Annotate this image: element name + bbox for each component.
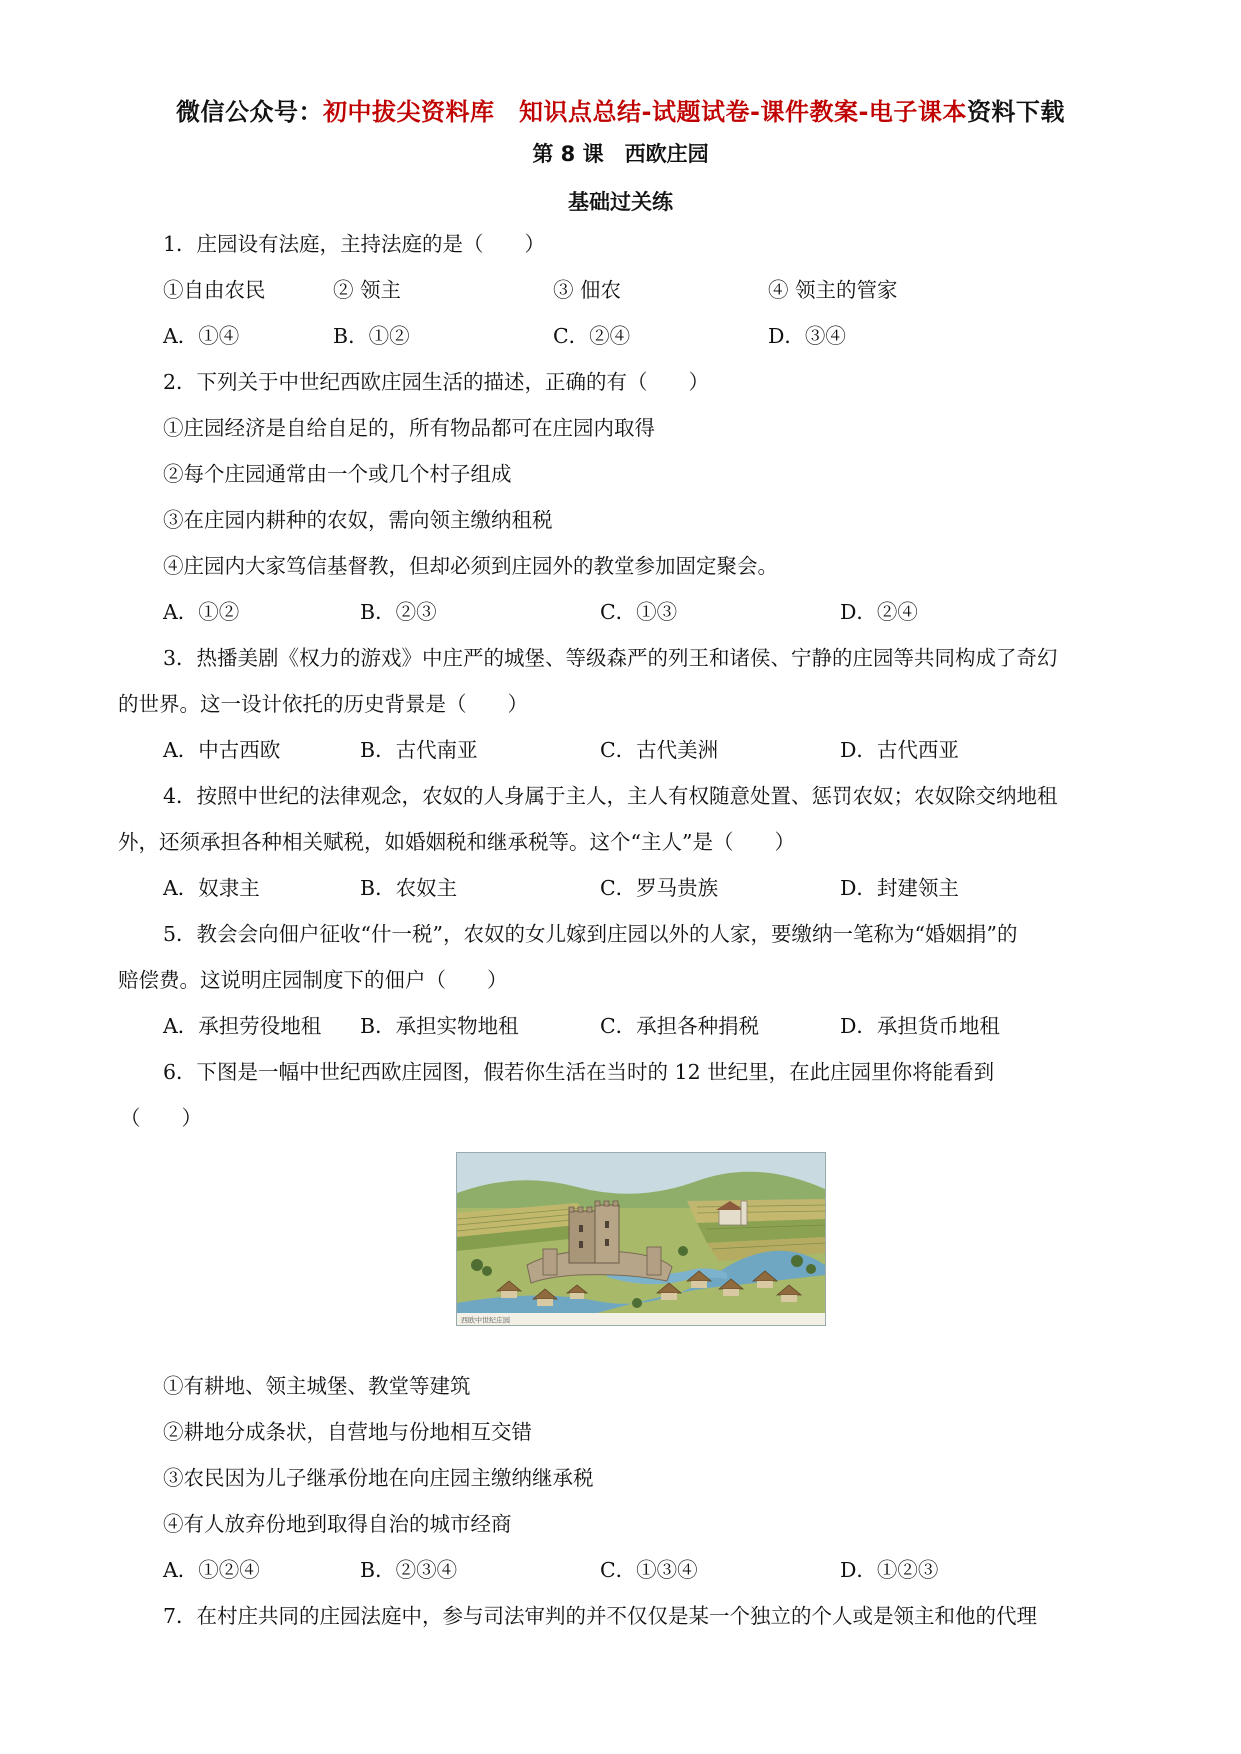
q5-option-d: D．承担货币地租 — [840, 1014, 1000, 1038]
q1-item-4: ④ 领主的管家 — [768, 278, 898, 302]
q3-option-b: B．古代南亚 — [360, 738, 478, 762]
q4-stem-line1: 4．按照中世纪的法律观念，农奴的人身属于主人，主人有权随意处置、惩罚农奴；农奴除交纳地租 — [163, 784, 1058, 808]
section-title: 基础过关练 — [568, 190, 673, 214]
q6-stem-line1: 6．下图是一幅中世纪西欧庄园图，假若你生活在当时的 12 世纪里，在此庄园里你将能看到 — [163, 1060, 995, 1084]
q1-option-d: D．③④ — [768, 324, 846, 348]
q2-option-b: B．②③ — [360, 600, 437, 624]
q6-item-4: ④有人放弃份地到取得自治的城市经商 — [163, 1512, 512, 1536]
q5-stem-line1: 5．教会会向佃户征收“什一税”，农奴的女儿嫁到庄园以外的人家，要缴纳一笔称为“婚姻捐”的 — [163, 922, 1018, 946]
q1-item-1: ①自由农民 — [163, 278, 266, 302]
q2-item-2: ②每个庄园通常由一个或几个村子组成 — [163, 462, 512, 486]
q6-option-d: D．①②③ — [840, 1558, 939, 1582]
q5-stem-line2: 赔偿费。这说明庄园制度下的佃户（ ） — [118, 968, 508, 992]
q1-option-b: B．①② — [333, 324, 410, 348]
q1-option-a: A．①④ — [163, 324, 240, 348]
q1-item-3: ③ 佃农 — [553, 278, 622, 302]
q5-option-a: A．承担劳役地租 — [163, 1014, 322, 1038]
q6-item-3: ③农民因为儿子继承份地在向庄园主缴纳继承税 — [163, 1466, 594, 1490]
header-suffix: 资料下载 — [966, 98, 1065, 126]
q2-stem: 2．下列关于中世纪西欧庄园生活的描述，正确的有（ ） — [163, 370, 710, 394]
q4-option-a: A．奴隶主 — [163, 876, 260, 900]
q6-option-b: B．②③④ — [360, 1558, 458, 1582]
q4-option-c: C．罗马贵族 — [600, 876, 719, 900]
q1-stem: 1．庄园设有法庭，主持法庭的是（ ） — [163, 232, 546, 256]
q6-stem-line2: （ ） — [120, 1106, 202, 1130]
q6-item-2: ②耕地分成条状，自营地与份地相互交错 — [163, 1420, 532, 1444]
q6-option-c: C．①③④ — [600, 1558, 698, 1582]
lesson-title: 第 8 课 西欧庄园 — [532, 142, 709, 166]
q4-stem-line2: 外，还须承担各种相关赋税，如婚姻税和继承税等。这个“主人”是（ ） — [118, 830, 795, 854]
q6-option-a: A．①②④ — [163, 1558, 260, 1582]
q7-stem-line1: 7．在村庄共同的庄园法庭中，参与司法审判的并不仅仅是某一个独立的个人或是领主和他的代理 — [163, 1604, 1038, 1628]
q4-option-b: B．农奴主 — [360, 876, 458, 900]
q5-option-b: B．承担实物地租 — [360, 1014, 519, 1038]
header-prefix: 微信公众号： — [176, 98, 324, 126]
q2-option-a: A．①② — [163, 600, 240, 624]
q2-item-4: ④庄园内大家笃信基督教，但却必须到庄园外的教堂参加固定聚会。 — [163, 554, 778, 578]
q3-option-c: C．古代美洲 — [600, 738, 719, 762]
q3-stem-line2: 的世界。这一设计依托的历史背景是（ ） — [118, 692, 528, 716]
q6-item-1: ①有耕地、领主城堡、教堂等建筑 — [163, 1374, 471, 1398]
q4-option-d: D．封建领主 — [840, 876, 959, 900]
q3-option-d: D．古代西亚 — [840, 738, 959, 762]
page-header — [0, 92, 1241, 127]
q1-item-2: ② 领主 — [333, 278, 402, 302]
q3-option-a: A．中古西欧 — [163, 738, 281, 762]
manor-painting — [457, 1153, 825, 1325]
manor-illustration — [456, 1152, 826, 1326]
header-highlight: 初中拔尖资料库 知识点总结-试题试卷-课件教案-电子课本 — [323, 98, 967, 126]
q5-option-c: C．承担各种捐税 — [600, 1014, 760, 1038]
q2-option-c: C．①③ — [600, 600, 678, 624]
q1-option-c: C．②④ — [553, 324, 631, 348]
figure-caption: 西欧中世纪庄园 — [461, 1316, 510, 1325]
q2-item-3: ③在庄园内耕种的农奴，需向领主缴纳租税 — [163, 508, 553, 532]
q2-option-d: D．②④ — [840, 600, 918, 624]
q3-stem-line1: 3．热播美剧《权力的游戏》中庄严的城堡、等级森严的列王和诸侯、宁静的庄园等共同构成了奇幻 — [163, 646, 1058, 670]
q2-item-1: ①庄园经济是自给自足的，所有物品都可在庄园内取得 — [163, 416, 655, 440]
